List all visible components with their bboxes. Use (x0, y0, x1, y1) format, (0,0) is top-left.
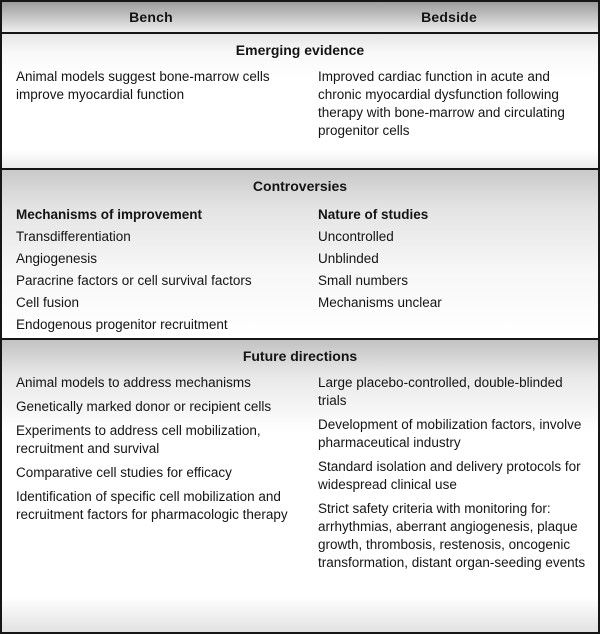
section-title-future-directions: Future directions (242, 348, 358, 364)
cell-text: Improved cardiac function in acute and chronic myocardial dysfunction following therapy with bone-marrow and circulating progenitor cells (318, 69, 565, 138)
list-item: Unblinded (318, 251, 379, 266)
list-item: Small numbers (318, 273, 409, 288)
cell-text: Genetically marked donor or recipient cells (16, 399, 272, 414)
future-directions-columns (2, 374, 598, 578)
future-directions-bedside-column (300, 374, 598, 578)
list-item: Cell fusion (16, 295, 80, 310)
section-title-controversies: Controversies (252, 178, 348, 194)
emerging-evidence-columns (2, 68, 598, 146)
controversies-bench-column (2, 204, 300, 336)
section-emerging-evidence (2, 34, 598, 170)
cell-text: Animal models suggest bone-marrow cells improve myocardial function (16, 69, 270, 102)
section-future-directions (2, 340, 598, 632)
list-item: Endogenous progenitor recruitment (16, 317, 228, 332)
column-header-bedside: Bedside (421, 9, 477, 25)
controversies-bedside-column (300, 204, 598, 314)
subheader-nature-of-studies: Nature of studies (318, 207, 429, 222)
emerging-evidence-bench-column (2, 68, 300, 110)
list-item: Angiogenesis (16, 251, 98, 266)
cell-text: Standard isolation and delivery protocols for widespread clinical use (318, 459, 581, 492)
section-title-emerging-evidence: Emerging evidence (235, 42, 365, 58)
list-item: Paracrine factors or cell survival factors (16, 273, 252, 288)
cell-text: Development of mobilization factors, involve pharmaceutical industry (318, 417, 582, 450)
cell-text: Strict safety criteria with monitoring for: arrhythmias, aberrant angiogenesis, plaque growth, thrombosis, restenosis, oncogenic transformation, distant organ-seeding events (318, 501, 586, 570)
cell-text: Identification of specific cell mobilization and recruitment factors for pharmacologic therapy (16, 489, 288, 522)
cell-text: Animal models to address mechanisms (16, 375, 251, 390)
column-header-bench: Bench (129, 9, 173, 25)
list-item: Mechanisms unclear (318, 295, 442, 310)
list-item: Uncontrolled (318, 229, 394, 244)
future-directions-bench-column (2, 374, 300, 530)
subheader-mechanisms-of-improvement: Mechanisms of improvement (16, 207, 203, 222)
emerging-evidence-bedside-column (300, 68, 598, 146)
controversies-columns (2, 204, 598, 336)
cell-text: Experiments to address cell mobilization, recruitment and survival (16, 423, 261, 456)
list-item: Transdifferentiation (16, 229, 131, 244)
column-headers-row (2, 2, 598, 34)
section-controversies (2, 170, 598, 340)
cell-text: Large placebo-controlled, double-blinded trials (318, 375, 563, 408)
cell-text: Comparative cell studies for efficacy (16, 465, 232, 480)
